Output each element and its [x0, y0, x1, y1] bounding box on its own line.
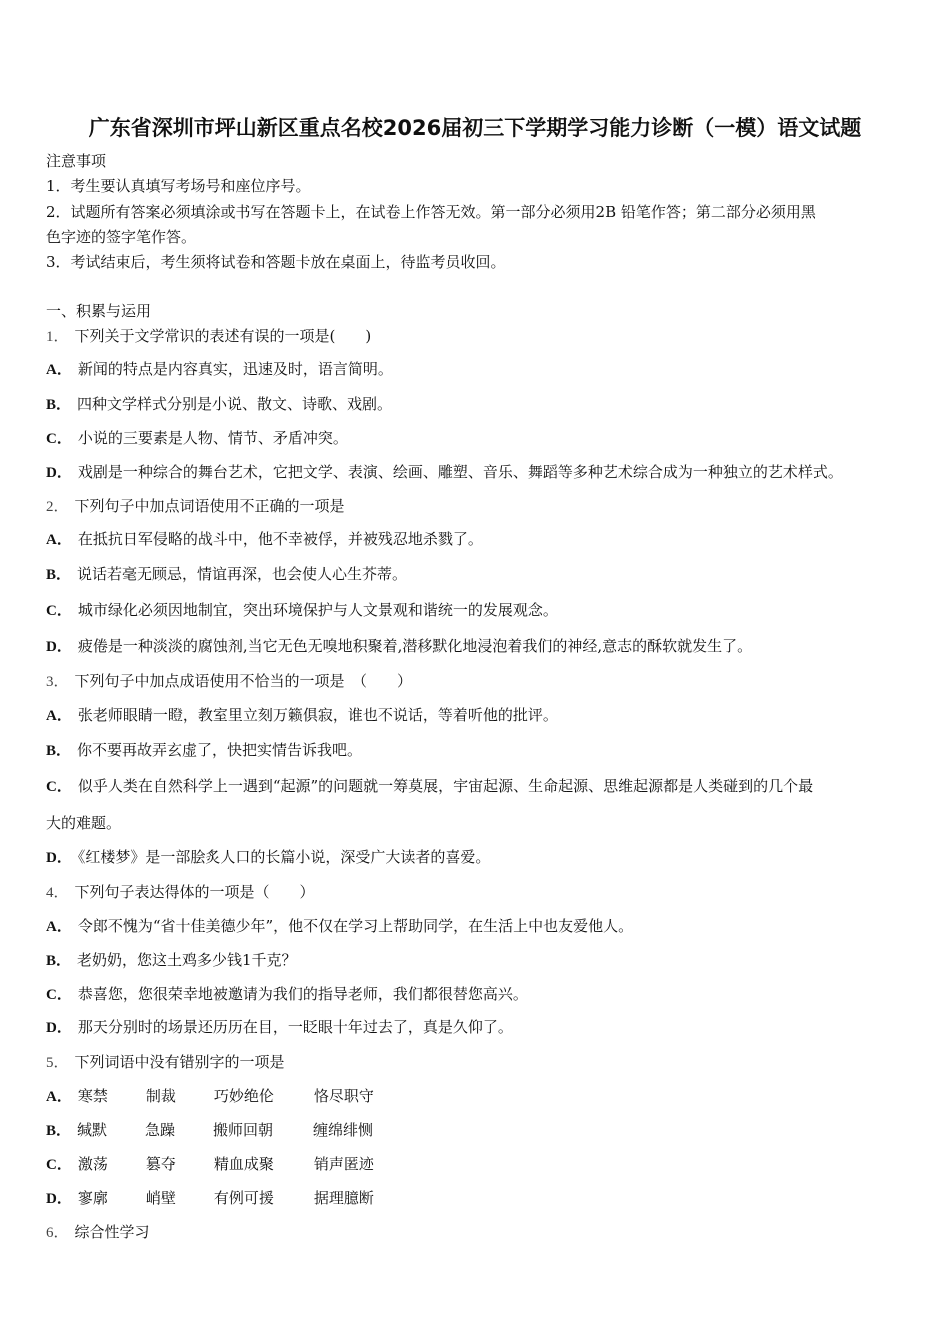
option-word: 寒禁 — [77, 1087, 108, 1105]
option-label: D． — [46, 850, 72, 866]
option-text: 《红楼梦》是一部脍炙人口的长篇小说，深受广大读者的喜爱。 — [77, 848, 491, 866]
section-heading: 一、积累与运用 — [46, 302, 152, 320]
question-number: 6． — [46, 1225, 69, 1241]
question-number: 1． — [46, 329, 69, 345]
answer-option-continuation — [46, 813, 121, 833]
option-label: B． — [46, 567, 72, 583]
question-text: 下列句子中加点词语使用不正确的一项是 — [74, 497, 345, 515]
option-word: 激荡 — [77, 1155, 108, 1173]
option-label: D． — [46, 1020, 72, 1036]
question-text: 综合性学习 — [74, 1223, 150, 1241]
answer-option — [46, 1120, 373, 1141]
option-word: 急躁 — [145, 1121, 176, 1139]
question-number: 4． — [46, 885, 69, 901]
answer-option — [46, 428, 348, 449]
answer-option — [46, 564, 407, 585]
option-word: 有例可援 — [213, 1189, 274, 1207]
option-label: C． — [46, 1157, 72, 1173]
option-text: 在抵抗日军侵略的战斗中，他不幸被俘，并被残忍地杀戮了。 — [77, 530, 483, 548]
option-word: 寥廓 — [77, 1189, 108, 1207]
option-text: 说话若毫无顾忌，情谊再深，也会使人心生芥蒂。 — [77, 565, 408, 583]
answer-option — [46, 916, 633, 937]
option-label: B． — [46, 743, 72, 759]
option-label: B． — [46, 397, 72, 413]
notice-item: 色字迹的签字笔作答。 — [46, 228, 197, 246]
option-label: D． — [46, 465, 72, 481]
option-word: 搬师回朝 — [213, 1121, 274, 1139]
option-text: 戏剧是一种综合的舞台艺术，它把文学、表演、绘画、雕塑、音乐、舞蹈等多种艺术综合成为一种独立的艺术样式。 — [77, 463, 843, 481]
question-stem — [46, 496, 345, 517]
answer-option — [46, 359, 393, 380]
question-number: 5． — [46, 1055, 69, 1071]
option-word: 销声匿迹 — [313, 1155, 374, 1173]
option-word: 峭壁 — [145, 1189, 176, 1207]
answer-option — [46, 1017, 513, 1038]
option-word: 据理臆断 — [313, 1189, 374, 1207]
question-number: 3． — [46, 674, 69, 690]
option-text: 四种文学样式分别是小说、散文、诗歌、戏剧。 — [77, 395, 393, 413]
option-text: 令郎不愧为“省十佳美德少年”，他不仅在学习上帮助同学，在生活上中也友爱他人。 — [77, 917, 634, 935]
answer-option — [46, 600, 558, 621]
option-text: 张老师眼睛一瞪，教室里立刻万籁俱寂，谁也不说话，等着听他的批评。 — [77, 706, 558, 724]
option-text: 似乎人类在自然科学上一遇到“起源”的问题就一筹莫展，宇宙起源、生命起源、思维起源都是人类碰到的几个最 — [77, 777, 814, 795]
question-stem — [46, 1222, 150, 1243]
option-label: D． — [46, 639, 72, 655]
option-text: 小说的三要素是人物、情节、矛盾冲突。 — [77, 429, 348, 447]
option-text: 城市绿化必须因地制宜，突出环境保护与人文景观和谐统一的发展观念。 — [77, 601, 558, 619]
answer-option — [46, 529, 483, 550]
option-text: 新闻的特点是内容真实，迅速及时，语言简明。 — [77, 360, 393, 378]
answer-option — [46, 776, 813, 797]
question-stem — [46, 1052, 285, 1073]
option-label: D． — [46, 1191, 72, 1207]
answer-option — [46, 984, 528, 1005]
option-label: B． — [46, 1123, 72, 1139]
option-word: 制裁 — [145, 1087, 176, 1105]
answer-option — [46, 394, 392, 415]
question-stem — [46, 326, 371, 347]
option-word: 恪尽职守 — [313, 1087, 374, 1105]
option-word: 巧妙绝伦 — [213, 1087, 274, 1105]
answer-option — [46, 1086, 374, 1107]
question-stem — [46, 671, 412, 692]
option-text: 疲倦是一种淡淡的腐蚀剂,当它无色无嗅地积聚着,潜移默化地浸泡着我们的神经,意志的酥软就发生了。 — [77, 637, 753, 655]
option-label: C． — [46, 603, 72, 619]
option-label: A． — [46, 708, 72, 724]
question-stem — [46, 882, 315, 903]
notice-item: 3．考试结束后，考生须将试卷和答题卡放在桌面上，待监考员收回。 — [46, 253, 506, 271]
option-word: 篡夺 — [145, 1155, 176, 1173]
answer-option — [46, 847, 490, 868]
option-label: A． — [46, 1089, 72, 1105]
answer-option — [46, 705, 558, 726]
option-label: A． — [46, 919, 72, 935]
option-label: C． — [46, 431, 72, 447]
question-number: 2． — [46, 499, 69, 515]
answer-option — [46, 1154, 374, 1175]
option-text: 你不要再故弄玄虚了，快把实情告诉我吧。 — [77, 741, 363, 759]
option-word: 缄默 — [77, 1121, 108, 1139]
question-text: 下列关于文学常识的表述有误的一项是( ) — [74, 327, 372, 345]
answer-option — [46, 950, 297, 971]
notice-item: 2．试题所有答案必须填涂或书写在答题卡上，在试卷上作答无效。第一部分必须用2B 铅笔作答；第二部分必须用黑 — [46, 203, 816, 221]
option-label: C． — [46, 987, 72, 1003]
option-text: 那天分别时的场景还历历在目，一眨眼十年过去了，真是久仰了。 — [77, 1018, 513, 1036]
question-text: 下列句子中加点成语使用不恰当的一项是 （ ） — [74, 672, 413, 690]
question-text: 下列句子表达得体的一项是（ ） — [74, 883, 315, 901]
option-label: C． — [46, 779, 72, 795]
answer-option — [46, 740, 362, 761]
option-label: B． — [46, 953, 72, 969]
answer-option — [46, 1188, 374, 1209]
option-text: 老奶奶，您这土鸡多少钱1千克？ — [77, 951, 297, 969]
option-word: 缠绵绯恻 — [313, 1121, 374, 1139]
option-text: 恭喜您，您很荣幸地被邀请为我们的指导老师，我们都很替您高兴。 — [77, 985, 528, 1003]
answer-option — [46, 462, 843, 483]
option-label: A． — [46, 362, 72, 378]
option-text: 大的难题。 — [46, 814, 122, 832]
notice-item: 1．考生要认真填写考场号和座位序号。 — [46, 177, 311, 195]
notice-heading: 注意事项 — [46, 152, 107, 170]
option-label: A． — [46, 532, 72, 548]
question-text: 下列词语中没有错别字的一项是 — [74, 1053, 285, 1071]
option-word: 精血成聚 — [213, 1155, 274, 1173]
exam-title: 广东省深圳市坪山新区重点名校2026届初三下学期学习能力诊断（一模）语文试题 — [88, 116, 862, 140]
answer-option — [46, 636, 752, 657]
